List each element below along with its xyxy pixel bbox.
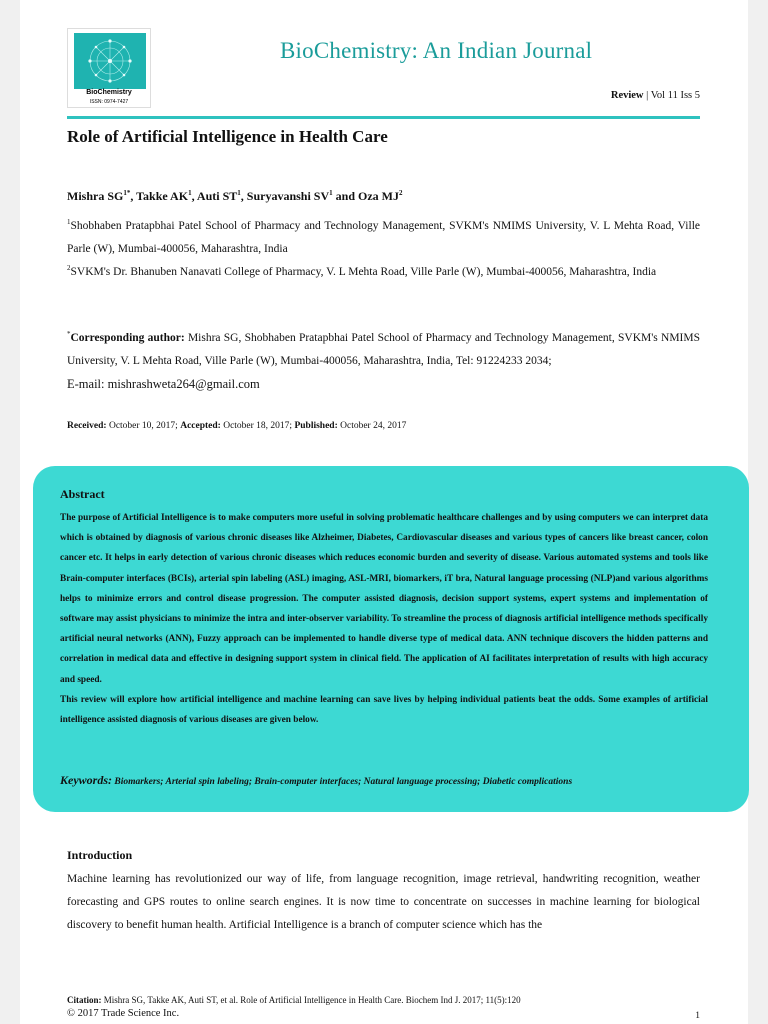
issue-info: Review | Vol 11 Iss 5	[610, 90, 700, 101]
affiliation-2: $^2$SVKM's Dr. Bhanuben Nanavati College of Pharmacy, V. L Mehta Road, Ville Parle (W), Mumbai-400056, Maharashtra, India	[67, 264, 657, 278]
page-number: 1	[695, 1011, 700, 1021]
article-dates: Received: October 10, 2017; Accepted: October 18, 2017; Published: October 24, 2017	[67, 421, 407, 431]
author-list: Mishra $SG^{1*}$, Takke $AK^1$, Auti $ST^1$, Suryavanshi $SV^1$ and Oza $MJ^2$	[67, 189, 403, 203]
author: Takke AK	[136, 189, 189, 203]
volume-issue: Vol 11 Iss 5	[650, 90, 700, 101]
abstract-box	[33, 466, 749, 812]
corresponding-label: Corresponding author:	[70, 331, 185, 344]
email-link[interactable]: mishrashweta264@gmail.com	[107, 376, 260, 391]
author: Oza MJ	[358, 189, 399, 203]
journal-title: BioChemistry: An Indian Journal	[280, 38, 593, 63]
corresponding-author: *Corresponding author: Mishra SG, Shobhaben Pratapbhai Patel School of Pharmacy and Technology Management, SVKM's NMIMS University, V. L Mehta Road, Ville Parle (W), Mumbai-400056, Maharashtra, India, Tel: 91224233 2034; E-mail: mishrashweta264@gmail.com	[67, 330, 700, 391]
abstract-heading: Abstract	[60, 487, 105, 501]
logo-name: BioChemistry	[86, 89, 132, 96]
logo-issn: ISSN: 0974-7427	[89, 99, 129, 105]
author: Auti ST	[196, 189, 238, 203]
introduction-heading: Introduction	[67, 848, 133, 862]
abstract-paragraph: This review will explore how artificial intelligence and machine learning can save lives by helping individual patients beat the odds. Some examples of artificial intelligence assisted diagnosis of various diseases are given below.	[60, 694, 708, 726]
header-rule	[67, 116, 700, 119]
copyright: © 2017 Trade Science Inc.	[67, 1008, 180, 1019]
logo-artwork	[74, 33, 146, 89]
abstract-body	[60, 508, 708, 730]
journal-logo	[67, 28, 151, 108]
citation: Citation: Mishra SG, Takke AK, Auti ST, et al. Role of Artificial Intelligence in Health Care. Biochem Ind J. 2017; 11(5):120	[67, 995, 521, 1005]
author: Mishra SG	[67, 189, 124, 203]
keywords-label: Keywords:	[60, 773, 112, 787]
article-type: Review	[610, 90, 644, 101]
article-page	[20, 0, 748, 1024]
abstract-paragraph: The purpose of Artificial Intelligence is to make computers more useful in solving problematic healthcare challenges and by using computers we can interpret data which is obtained by diagnosis of various chronic diseases like Alzheimer, Diabetes, Cardiovascular diseases and various types of cancers like breast cancer, colon cancer etc. It helps in early detection of various chronic diseases which reduces economic burden and severity of disease. Various automated systems and tools like Brain-computer interfaces (BCIs), arterial spin labeling (ASL) imaging, ASL-MRI, biomarkers, iT bra, Natural language processing (NLP)and various algorithms helps to minimize errors and control disease progression. The computer assisted diagnosis, decision support systems, expert systems and implementation of software may assist physicians to minimize the intra and inter-observer variability. To streamline the process of diagnosis artificial intelligence methods specifically artificial neural networks (ANN), Fuzzy approach can be implemented to handle diverse type of medical data. ANN technique discovers the hidden patterns and correlation in medical data and effective in designing support system in clinical field. The application of AI facilitates interpretation of results with high accuracy and speed.	[60, 513, 708, 685]
article-title: Role of Artificial Intelligence in Health Care	[67, 127, 388, 146]
keywords-list: Biomarkers; Arterial spin labeling; Brain-computer interfaces; Natural language processing; Diabetic complications	[112, 777, 573, 787]
email-line: E-mail: mishrashweta264@gmail.com	[67, 376, 260, 391]
introduction-text: Machine learning has revolutionized our way of life, from language recognition, image retrieval, handwriting recognition, weather forecasting and GPS routes to online search engines. It is now time to concentrate on successes in machine learning for biological discovery to benefit human health. Artificial Intelligence is a branch of computer science which has the	[67, 873, 700, 931]
author: Suryavanshi SV	[246, 189, 330, 203]
keywords	[60, 773, 572, 788]
affiliation-1: $^1$Shobhaben Pratapbhai Patel School of Pharmacy and Technology Management, SVKM's NMIMS University, V. L Mehta Road, Ville Parle (W), Mumbai-400056, Maharashtra, India	[67, 218, 700, 255]
